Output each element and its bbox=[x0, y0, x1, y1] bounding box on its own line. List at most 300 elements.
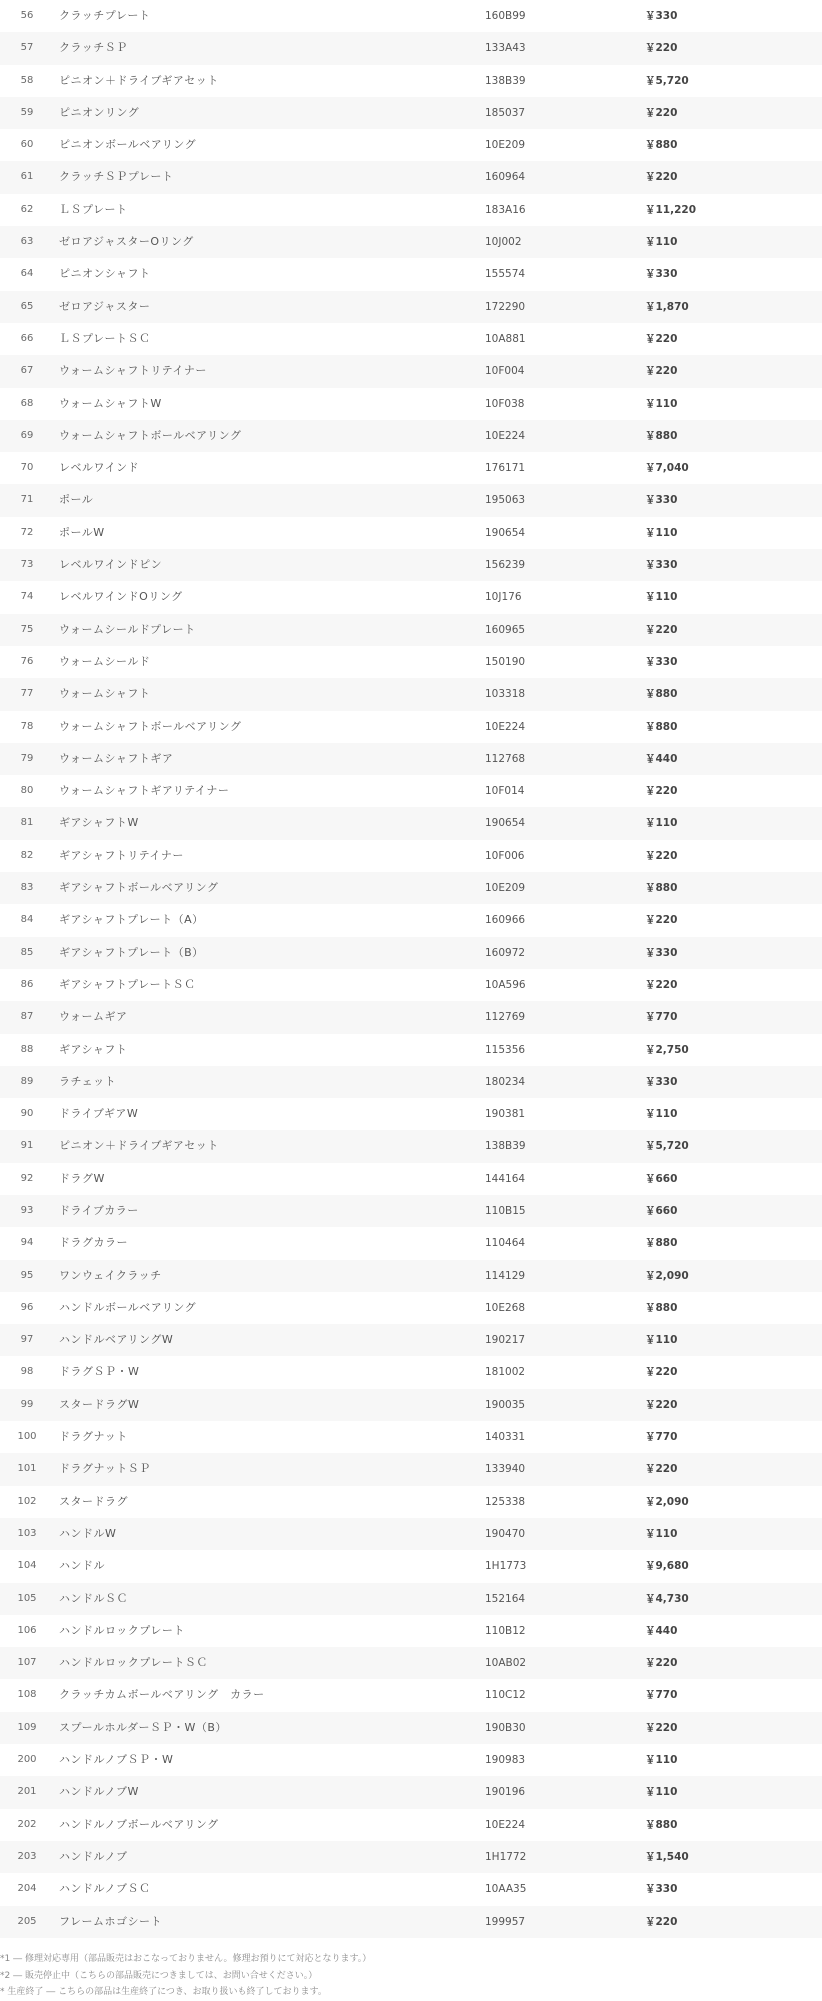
part-price-cell: ￥880 bbox=[645, 1237, 678, 1250]
part-code-cell: 155574 bbox=[485, 268, 526, 281]
part-code-cell: 185037 bbox=[485, 106, 526, 119]
table-row bbox=[0, 452, 822, 484]
part-price-cell: ￥220 bbox=[645, 623, 678, 636]
part-number-cell: 83 bbox=[20, 882, 34, 894]
table-row bbox=[0, 484, 822, 516]
part-code-cell: 138B39 bbox=[485, 1140, 526, 1153]
part-code-cell: 190654 bbox=[485, 817, 526, 830]
part-code-cell: 110464 bbox=[485, 1237, 526, 1250]
table-row bbox=[0, 517, 822, 549]
table-row bbox=[0, 1453, 822, 1485]
table-row bbox=[0, 646, 822, 678]
part-name-cell: クラッチカムボールベアリング カラー bbox=[59, 1688, 265, 1702]
part-number-cell: 102 bbox=[17, 1495, 37, 1507]
part-number-cell: 65 bbox=[20, 300, 34, 312]
part-number-cell: 205 bbox=[17, 1915, 37, 1927]
part-name-cell: ゼロアジャスター bbox=[59, 299, 151, 313]
part-name-cell: ゼロアジャスターOリング bbox=[59, 235, 194, 249]
part-name-cell: スプールホルダーＳＰ・W（B） bbox=[59, 1720, 227, 1734]
part-price-cell: ￥220 bbox=[645, 978, 678, 991]
table-row bbox=[0, 1518, 822, 1550]
part-number-cell: 87 bbox=[20, 1011, 34, 1023]
part-name-cell: ハンドルロックプレートＳＣ bbox=[59, 1656, 208, 1670]
part-price-cell: ￥660 bbox=[645, 1204, 678, 1217]
part-code-cell: 10J002 bbox=[485, 236, 522, 249]
part-code-cell: 1H1773 bbox=[485, 1560, 527, 1573]
part-name-cell: ウォームシャフトボールベアリング bbox=[59, 719, 242, 733]
part-price-cell: ￥880 bbox=[645, 882, 678, 895]
part-price-cell: ￥330 bbox=[645, 559, 678, 572]
part-name-cell: ウォームシャフトボールベアリング bbox=[59, 428, 242, 442]
part-number-cell: 84 bbox=[20, 914, 34, 926]
part-code-cell: 103318 bbox=[485, 688, 526, 701]
table-row bbox=[0, 420, 822, 452]
part-number-cell: 80 bbox=[20, 785, 34, 797]
part-code-cell: 114129 bbox=[485, 1269, 526, 1282]
part-name-cell: レベルワインド bbox=[59, 461, 140, 475]
part-name-cell: ドライブカラー bbox=[59, 1203, 139, 1217]
part-number-cell: 76 bbox=[20, 655, 34, 667]
part-price-cell: ￥770 bbox=[645, 1011, 678, 1024]
part-code-cell: 183A16 bbox=[485, 203, 526, 216]
part-name-cell: フレームホゴシート bbox=[59, 1914, 163, 1928]
table-row bbox=[0, 1292, 822, 1324]
part-number-cell: 69 bbox=[20, 429, 34, 441]
part-code-cell: 112768 bbox=[485, 752, 526, 765]
part-price-cell: ￥440 bbox=[645, 752, 678, 765]
part-price-cell: ￥220 bbox=[645, 914, 678, 927]
table-row bbox=[0, 1163, 822, 1195]
table-row bbox=[0, 1550, 822, 1582]
part-price-cell: ￥220 bbox=[645, 332, 678, 345]
part-name-cell: ギアシャフトボールベアリング bbox=[59, 881, 219, 895]
part-name-cell: ラチェット bbox=[59, 1074, 117, 1088]
table-row bbox=[0, 1615, 822, 1647]
table-row bbox=[0, 1583, 822, 1615]
part-code-cell: 10J176 bbox=[485, 591, 522, 604]
table-row bbox=[0, 969, 822, 1001]
part-name-cell: ギアシャフトW bbox=[59, 816, 139, 830]
part-price-cell: ￥4,730 bbox=[645, 1592, 689, 1605]
part-price-cell: ￥880 bbox=[645, 1818, 678, 1831]
table-row bbox=[0, 226, 822, 258]
part-number-cell: 67 bbox=[20, 365, 34, 377]
part-price-cell: ￥880 bbox=[645, 1301, 678, 1314]
part-price-cell: ￥110 bbox=[645, 1527, 678, 1540]
part-name-cell: クラッチＳＰプレート bbox=[59, 170, 174, 184]
table-row bbox=[0, 904, 822, 936]
part-name-cell: ギアシャフトリテイナー bbox=[59, 848, 184, 862]
part-number-cell: 79 bbox=[20, 752, 34, 764]
part-name-cell: ウォームギア bbox=[59, 1010, 128, 1024]
part-price-cell: ￥330 bbox=[645, 494, 678, 507]
part-price-cell: ￥220 bbox=[645, 1657, 678, 1670]
part-price-cell: ￥660 bbox=[645, 1172, 678, 1185]
part-code-cell: 133A43 bbox=[485, 42, 526, 55]
part-number-cell: 94 bbox=[20, 1237, 34, 1249]
table-row bbox=[0, 1260, 822, 1292]
part-code-cell: 10E209 bbox=[485, 139, 526, 152]
part-code-cell: 110B12 bbox=[485, 1624, 526, 1637]
table-row bbox=[0, 1647, 822, 1679]
table-row bbox=[0, 1712, 822, 1744]
part-name-cell: ポール bbox=[59, 493, 94, 507]
part-number-cell: 106 bbox=[17, 1624, 37, 1636]
table-row bbox=[0, 32, 822, 64]
part-code-cell: 172290 bbox=[485, 300, 526, 313]
part-price-cell: ￥1,870 bbox=[645, 300, 689, 313]
part-number-cell: 202 bbox=[17, 1818, 37, 1830]
table-row bbox=[0, 840, 822, 872]
table-row bbox=[0, 872, 822, 904]
part-number-cell: 56 bbox=[20, 10, 34, 21]
table-row bbox=[0, 1809, 822, 1841]
table-row bbox=[0, 1356, 822, 1388]
part-code-cell: 133940 bbox=[485, 1463, 526, 1476]
part-number-cell: 86 bbox=[20, 978, 34, 990]
part-number-cell: 108 bbox=[17, 1689, 37, 1701]
part-number-cell: 101 bbox=[17, 1463, 37, 1475]
part-number-cell: 99 bbox=[20, 1398, 34, 1410]
part-code-cell: 125338 bbox=[485, 1495, 526, 1508]
table-row bbox=[0, 1906, 822, 1938]
part-code-cell: 190381 bbox=[485, 1108, 526, 1121]
part-name-cell: ピニオンシャフト bbox=[59, 267, 151, 281]
part-price-cell: ￥220 bbox=[645, 785, 678, 798]
part-name-cell: ポールW bbox=[59, 525, 105, 539]
part-name-cell: ＬＳプレート bbox=[59, 202, 128, 216]
part-number-cell: 82 bbox=[20, 849, 34, 861]
part-number-cell: 60 bbox=[20, 139, 34, 151]
part-price-cell: ￥2,750 bbox=[645, 1043, 689, 1056]
part-price-cell: ￥330 bbox=[645, 268, 678, 281]
part-name-cell: ドラグナットＳＰ bbox=[59, 1462, 151, 1476]
part-name-cell: スタードラグ bbox=[59, 1494, 128, 1508]
table-row bbox=[0, 549, 822, 581]
table-row bbox=[0, 1873, 822, 1905]
part-number-cell: 201 bbox=[17, 1786, 37, 1798]
part-number-cell: 73 bbox=[20, 559, 34, 571]
part-price-cell: ￥110 bbox=[645, 1108, 678, 1121]
part-price-cell: ￥440 bbox=[645, 1624, 678, 1637]
part-name-cell: ドラグナット bbox=[59, 1430, 128, 1444]
part-name-cell: ハンドルノブボールベアリング bbox=[59, 1817, 219, 1831]
part-name-cell: ギアシャフトプレート（A） bbox=[59, 913, 204, 927]
part-price-cell: ￥110 bbox=[645, 1754, 678, 1767]
part-code-cell: 190470 bbox=[485, 1527, 526, 1540]
table-row bbox=[0, 161, 822, 193]
part-number-cell: 91 bbox=[20, 1140, 34, 1152]
table-row bbox=[0, 1679, 822, 1711]
part-name-cell: ハンドルノブW bbox=[59, 1785, 139, 1799]
part-price-cell: ￥7,040 bbox=[645, 462, 689, 475]
part-price-cell: ￥2,090 bbox=[645, 1269, 689, 1282]
part-code-cell: 10E209 bbox=[485, 882, 526, 895]
part-name-cell: ギアシャフト bbox=[59, 1042, 128, 1056]
part-number-cell: 77 bbox=[20, 688, 34, 700]
part-code-cell: 140331 bbox=[485, 1431, 526, 1444]
part-name-cell: ワンウェイクラッチ bbox=[59, 1268, 162, 1282]
part-code-cell: 10F006 bbox=[485, 849, 525, 862]
part-number-cell: 93 bbox=[20, 1204, 34, 1216]
table-row bbox=[0, 678, 822, 710]
table-row bbox=[0, 1776, 822, 1808]
part-name-cell: ウォームシャフトW bbox=[59, 396, 162, 410]
part-code-cell: 150190 bbox=[485, 655, 526, 668]
part-price-cell: ￥110 bbox=[645, 1334, 678, 1347]
part-code-cell: 144164 bbox=[485, 1172, 526, 1185]
part-name-cell: ＬＳプレートＳＣ bbox=[59, 331, 151, 345]
part-number-cell: 57 bbox=[20, 42, 34, 54]
part-price-cell: ￥5,720 bbox=[645, 1140, 689, 1153]
part-price-cell: ￥5,720 bbox=[645, 74, 689, 87]
part-number-cell: 58 bbox=[20, 74, 34, 86]
part-code-cell: 156239 bbox=[485, 559, 526, 572]
part-number-cell: 200 bbox=[17, 1754, 37, 1766]
part-price-cell: ￥330 bbox=[645, 10, 678, 22]
part-price-cell: ￥220 bbox=[645, 365, 678, 378]
part-name-cell: ドラグW bbox=[59, 1171, 105, 1185]
part-name-cell: ウォームシャフトギアリテイナー bbox=[59, 784, 230, 798]
part-price-cell: ￥110 bbox=[645, 397, 678, 410]
part-code-cell: 1H1772 bbox=[485, 1850, 527, 1863]
part-code-cell: 112769 bbox=[485, 1011, 526, 1024]
part-code-cell: 10A881 bbox=[485, 332, 526, 345]
table-row bbox=[0, 1389, 822, 1421]
table-row bbox=[0, 291, 822, 323]
part-number-cell: 63 bbox=[20, 236, 34, 248]
part-code-cell: 176171 bbox=[485, 462, 526, 475]
part-code-cell: 10F014 bbox=[485, 785, 525, 798]
part-number-cell: 105 bbox=[17, 1592, 37, 1604]
part-price-cell: ￥330 bbox=[645, 655, 678, 668]
part-number-cell: 96 bbox=[20, 1301, 34, 1313]
part-number-cell: 72 bbox=[20, 526, 34, 538]
table-row bbox=[0, 1744, 822, 1776]
table-row bbox=[0, 807, 822, 839]
table-row bbox=[0, 711, 822, 743]
part-price-cell: ￥220 bbox=[645, 171, 678, 184]
part-number-cell: 68 bbox=[20, 397, 34, 409]
part-number-cell: 78 bbox=[20, 720, 34, 732]
part-code-cell: 160966 bbox=[485, 914, 526, 927]
part-price-cell: ￥220 bbox=[645, 849, 678, 862]
part-name-cell: ハンドルノブＳＰ・W bbox=[59, 1753, 174, 1767]
part-code-cell: 190983 bbox=[485, 1754, 526, 1767]
part-price-cell: ￥110 bbox=[645, 591, 678, 604]
part-code-cell: 180234 bbox=[485, 1075, 526, 1088]
part-number-cell: 100 bbox=[17, 1431, 37, 1443]
part-price-cell: ￥110 bbox=[645, 236, 678, 249]
table-row bbox=[0, 743, 822, 775]
part-number-cell: 97 bbox=[20, 1334, 34, 1346]
table-row bbox=[0, 1001, 822, 1033]
part-code-cell: 10E268 bbox=[485, 1301, 526, 1314]
part-name-cell: レベルワインドピン bbox=[59, 558, 163, 572]
table-row bbox=[0, 581, 822, 613]
table-row bbox=[0, 129, 822, 161]
part-name-cell: ギアシャフトプレートＳＣ bbox=[59, 977, 196, 991]
table-row bbox=[0, 97, 822, 129]
part-code-cell: 190B30 bbox=[485, 1721, 526, 1734]
part-price-cell: ￥880 bbox=[645, 720, 678, 733]
table-row bbox=[0, 1195, 822, 1227]
part-name-cell: ドライブギアW bbox=[59, 1107, 139, 1121]
part-code-cell: 138B39 bbox=[485, 74, 526, 87]
part-name-cell: クラッチＳＰ bbox=[59, 41, 128, 55]
part-name-cell: ハンドルボールベアリング bbox=[59, 1300, 197, 1314]
part-code-cell: 10E224 bbox=[485, 720, 526, 733]
part-number-cell: 85 bbox=[20, 946, 34, 958]
footnotes bbox=[0, 1951, 822, 2001]
table-row bbox=[0, 1098, 822, 1130]
part-price-cell: ￥220 bbox=[645, 1915, 678, 1928]
part-number-cell: 62 bbox=[20, 203, 34, 215]
table-row bbox=[0, 1486, 822, 1518]
part-code-cell: 160B99 bbox=[485, 10, 526, 22]
part-code-cell: 160965 bbox=[485, 623, 526, 636]
part-name-cell: ピニオンリング bbox=[59, 105, 140, 119]
part-name-cell: レベルワインドOリング bbox=[59, 590, 183, 604]
table-row bbox=[0, 1066, 822, 1098]
footnote-discontinued: * 生産終了 ― こちらの部品は生産終了につき、お取り扱いも終了しております。 bbox=[0, 1987, 327, 1997]
part-name-cell: ハンドル bbox=[59, 1559, 105, 1573]
part-number-cell: 59 bbox=[20, 106, 34, 118]
part-name-cell: ピニオンボールベアリング bbox=[59, 138, 197, 152]
part-number-cell: 103 bbox=[17, 1527, 37, 1539]
part-number-cell: 64 bbox=[20, 268, 34, 280]
table-row bbox=[0, 937, 822, 969]
part-name-cell: ウォームシャフトリテイナー bbox=[59, 364, 207, 378]
part-code-cell: 110B15 bbox=[485, 1204, 526, 1217]
part-number-cell: 88 bbox=[20, 1043, 34, 1055]
part-name-cell: ギアシャフトプレート（B） bbox=[59, 945, 204, 959]
table-row bbox=[0, 775, 822, 807]
part-price-cell: ￥880 bbox=[645, 139, 678, 152]
table-row bbox=[0, 1227, 822, 1259]
table-row bbox=[0, 323, 822, 355]
part-number-cell: 70 bbox=[20, 462, 34, 474]
table-row bbox=[0, 0, 822, 32]
part-number-cell: 109 bbox=[17, 1721, 37, 1733]
part-code-cell: 115356 bbox=[485, 1043, 526, 1056]
part-code-cell: 152164 bbox=[485, 1592, 526, 1605]
part-code-cell: 10AB02 bbox=[485, 1657, 527, 1670]
part-number-cell: 89 bbox=[20, 1075, 34, 1087]
part-code-cell: 190217 bbox=[485, 1334, 526, 1347]
part-number-cell: 90 bbox=[20, 1108, 34, 1120]
part-name-cell: ウォームシールド bbox=[59, 654, 151, 668]
table-row bbox=[0, 1421, 822, 1453]
table-row bbox=[0, 614, 822, 646]
part-name-cell: ピニオン＋ドライブギアセット bbox=[59, 73, 219, 87]
part-code-cell: 160972 bbox=[485, 946, 526, 959]
table-row bbox=[0, 1324, 822, 1356]
part-price-cell: ￥9,680 bbox=[645, 1560, 689, 1573]
table-row bbox=[0, 65, 822, 97]
part-name-cell: クラッチプレート bbox=[59, 9, 151, 22]
part-code-cell: 10AA35 bbox=[485, 1883, 527, 1896]
part-price-cell: ￥330 bbox=[645, 946, 678, 959]
table-row bbox=[0, 1841, 822, 1873]
part-code-cell: 181002 bbox=[485, 1366, 526, 1379]
part-price-cell: ￥2,090 bbox=[645, 1495, 689, 1508]
part-name-cell: ハンドルノブ bbox=[59, 1849, 128, 1863]
part-number-cell: 92 bbox=[20, 1172, 34, 1184]
part-name-cell: ハンドルW bbox=[59, 1526, 117, 1540]
part-number-cell: 74 bbox=[20, 591, 34, 603]
part-price-cell: ￥11,220 bbox=[645, 203, 697, 216]
part-price-cell: ￥770 bbox=[645, 1431, 678, 1444]
table-row bbox=[0, 355, 822, 387]
part-name-cell: ハンドルロックプレート bbox=[59, 1623, 185, 1637]
part-name-cell: ピニオン＋ドライブギアセット bbox=[59, 1139, 219, 1153]
part-number-cell: 104 bbox=[17, 1560, 37, 1572]
part-name-cell: スタードラグW bbox=[59, 1397, 140, 1411]
part-price-cell: ￥110 bbox=[645, 1786, 678, 1799]
part-number-cell: 61 bbox=[20, 171, 34, 183]
part-code-cell: 199957 bbox=[485, 1915, 526, 1928]
part-price-cell: ￥880 bbox=[645, 688, 678, 701]
part-name-cell: ハンドルＳＣ bbox=[59, 1591, 128, 1605]
part-code-cell: 10E224 bbox=[485, 429, 526, 442]
part-code-cell: 190654 bbox=[485, 526, 526, 539]
part-price-cell: ￥1,540 bbox=[645, 1850, 689, 1863]
part-code-cell: 10F038 bbox=[485, 397, 525, 410]
part-code-cell: 190035 bbox=[485, 1398, 526, 1411]
part-name-cell: ウォームシールドプレート bbox=[59, 622, 196, 636]
part-price-cell: ￥330 bbox=[645, 1883, 678, 1896]
table-row bbox=[0, 1130, 822, 1162]
footnote-sales-suspended: *2 ― 販売停止中（こちらの部品販売につきましては、お問い合せください。） bbox=[0, 1970, 318, 1981]
table-row bbox=[0, 388, 822, 420]
part-price-cell: ￥220 bbox=[645, 106, 678, 119]
part-code-cell: 190196 bbox=[485, 1786, 526, 1799]
part-price-cell: ￥770 bbox=[645, 1689, 678, 1702]
part-code-cell: 195063 bbox=[485, 494, 526, 507]
footnote-repair-only: *1 ― 修理対応専用（部品販売はおこなっておりません。修理お預りにて対応となります。） bbox=[0, 1954, 372, 1964]
part-code-cell: 10E224 bbox=[485, 1818, 526, 1831]
part-number-cell: 107 bbox=[17, 1657, 37, 1669]
part-name-cell: ドラグカラー bbox=[59, 1236, 128, 1250]
part-code-cell: 10F004 bbox=[485, 365, 525, 378]
part-price-cell: ￥220 bbox=[645, 42, 678, 55]
part-number-cell: 203 bbox=[17, 1850, 37, 1862]
part-number-cell: 81 bbox=[20, 817, 34, 829]
part-price-cell: ￥220 bbox=[645, 1366, 678, 1379]
part-price-cell: ￥110 bbox=[645, 817, 678, 830]
part-number-cell: 66 bbox=[20, 332, 34, 344]
part-code-cell: 160964 bbox=[485, 171, 526, 184]
part-price-cell: ￥220 bbox=[645, 1398, 678, 1411]
part-number-cell: 98 bbox=[20, 1366, 34, 1378]
part-price-cell: ￥330 bbox=[645, 1075, 678, 1088]
part-price-cell: ￥220 bbox=[645, 1721, 678, 1734]
part-price-cell: ￥220 bbox=[645, 1463, 678, 1476]
part-number-cell: 75 bbox=[20, 623, 34, 635]
part-name-cell: ドラグＳＰ・W bbox=[59, 1365, 140, 1379]
part-code-cell: 10A596 bbox=[485, 978, 526, 991]
part-name-cell: ハンドルノブＳＣ bbox=[59, 1882, 151, 1896]
table-row bbox=[0, 1034, 822, 1066]
part-number-cell: 71 bbox=[20, 494, 34, 506]
table-row bbox=[0, 258, 822, 290]
part-name-cell: ウォームシャフトギア bbox=[59, 751, 174, 765]
part-name-cell: ウォームシャフト bbox=[59, 687, 151, 701]
part-code-cell: 110C12 bbox=[485, 1689, 526, 1702]
table-row bbox=[0, 194, 822, 226]
part-name-cell: ハンドルベアリングW bbox=[59, 1333, 174, 1347]
